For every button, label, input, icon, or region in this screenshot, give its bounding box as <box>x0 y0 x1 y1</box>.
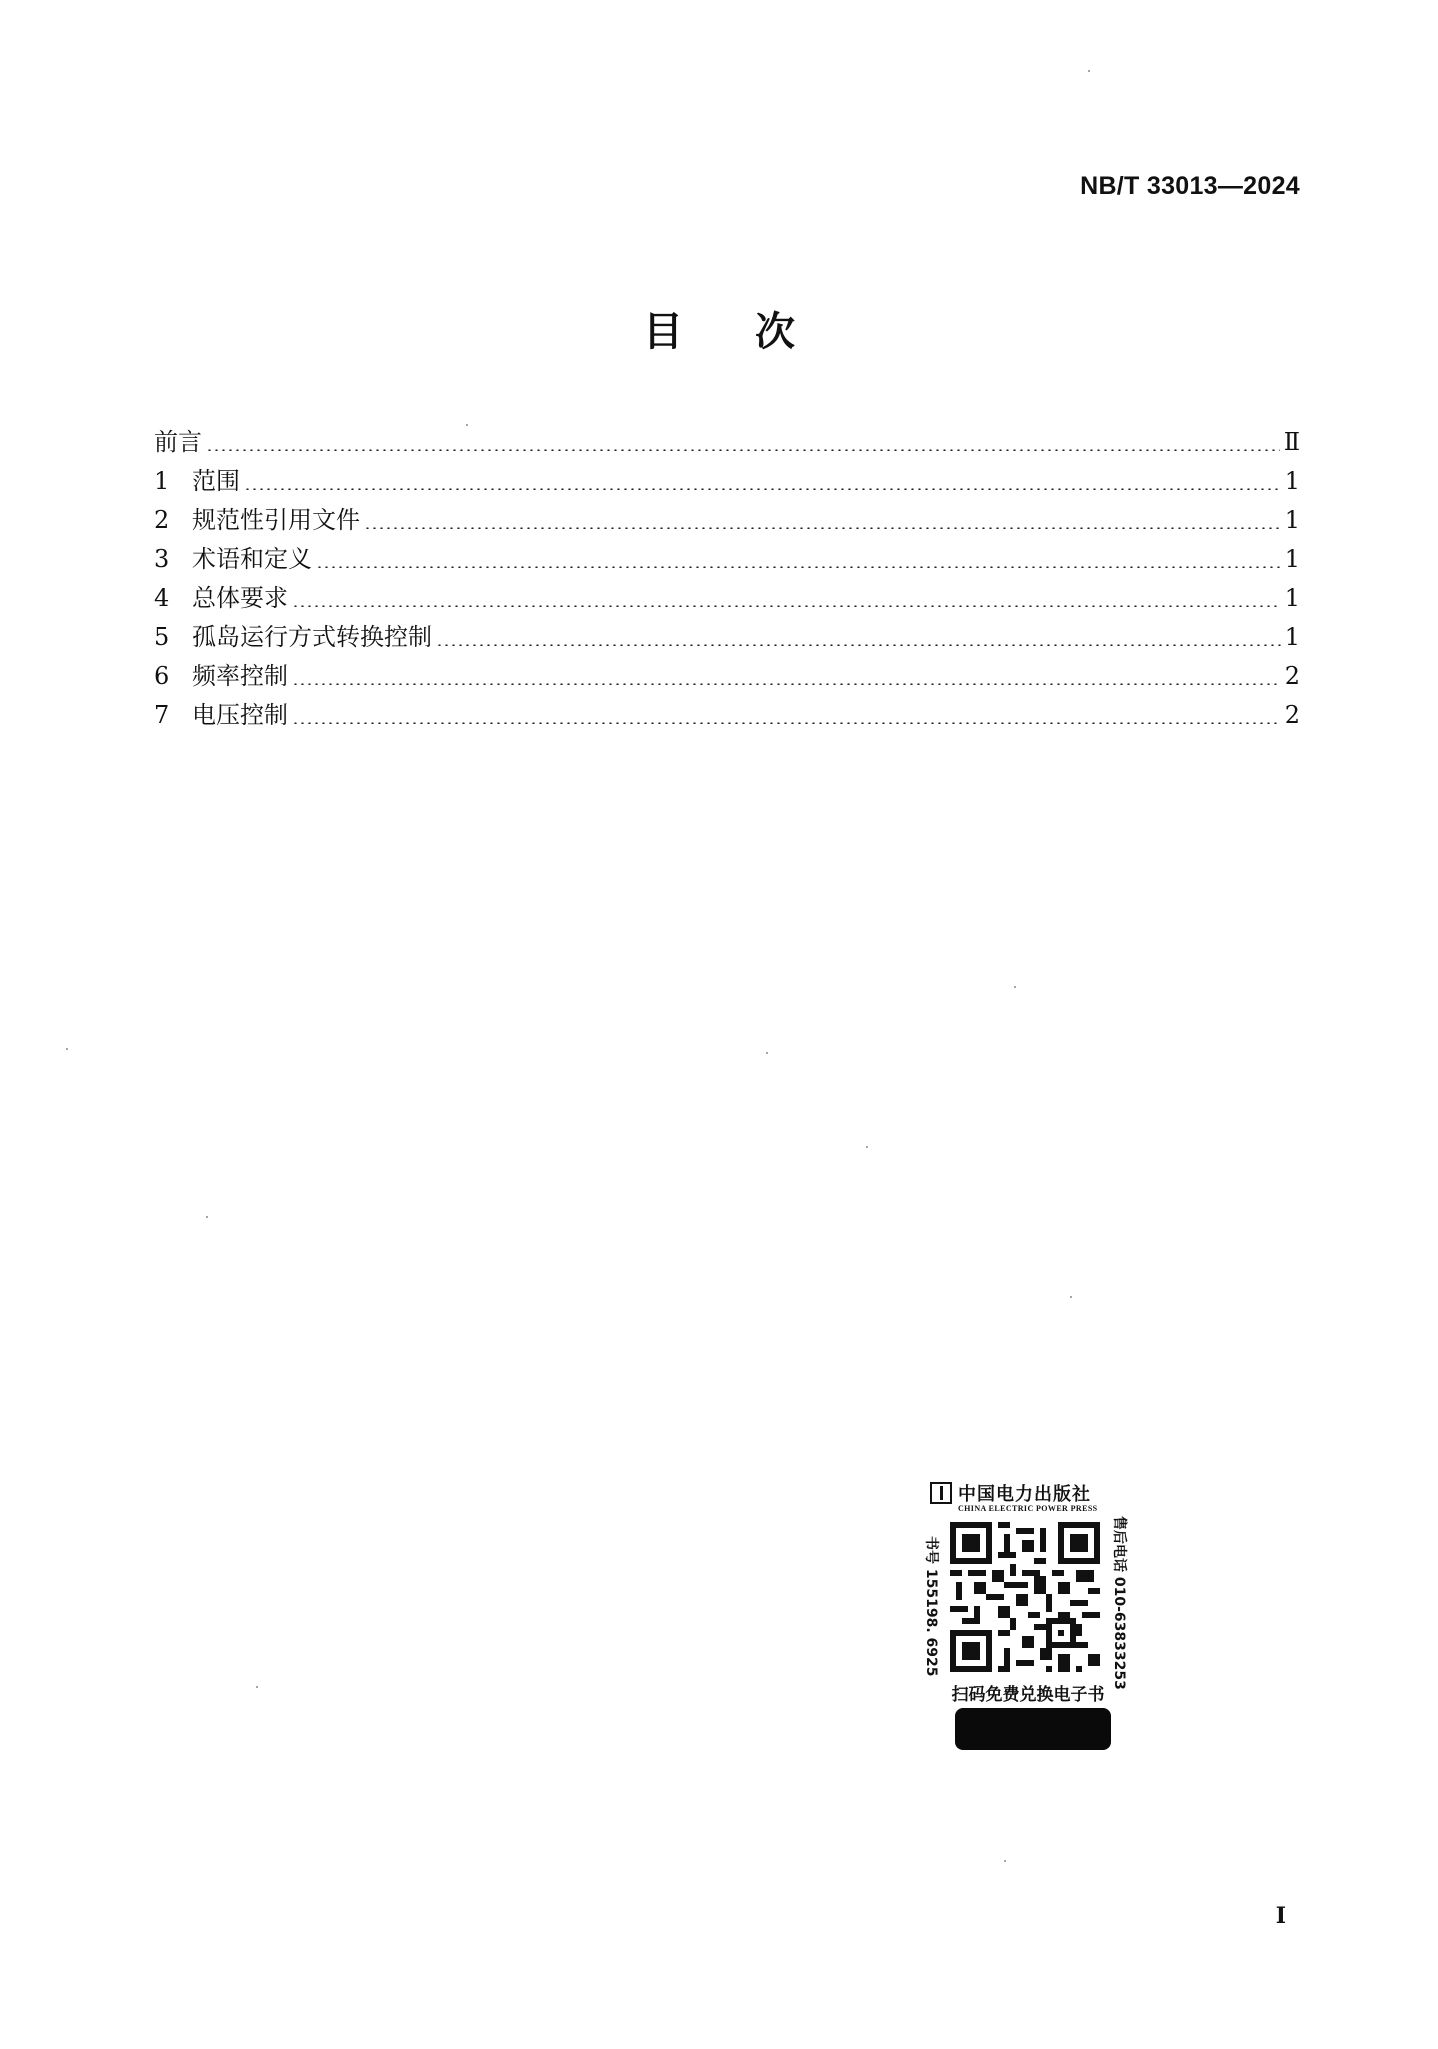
toc-leader-dots <box>436 644 1281 646</box>
toc-leader-dots <box>364 527 1281 529</box>
scan-speck <box>66 1048 68 1050</box>
toc-leader-dots <box>206 449 1280 451</box>
toc-entry-page: 1 <box>1284 506 1300 534</box>
toc-title-part1: 目 <box>643 309 683 355</box>
toc-leader-dots <box>292 605 1281 607</box>
publisher-name-cn: 中国电力出版社 <box>958 1484 1091 1505</box>
stamp-header <box>930 1478 1120 1518</box>
service-phone: 售后电话 010-63833253 <box>1111 1516 1127 1690</box>
standard-number: NB/T 33013—2024 <box>1080 172 1300 200</box>
toc-entry-number: 6 <box>154 662 170 690</box>
toc-entry-1[interactable] <box>154 462 1300 501</box>
publisher-qr-stamp <box>922 1474 1127 1754</box>
scan-speck <box>866 1146 868 1148</box>
toc-entry-number: 3 <box>154 545 170 573</box>
toc-entry-label: 前言 <box>154 428 202 456</box>
toc-leader-dots <box>292 683 1281 685</box>
toc-entry-page: 1 <box>1284 623 1300 651</box>
toc-entry-page: 1 <box>1284 584 1300 612</box>
toc-entry-page: 2 <box>1284 662 1300 690</box>
toc-entry-page: 1 <box>1284 545 1300 573</box>
toc-entry-page: Ⅱ <box>1283 428 1300 456</box>
scan-speck <box>766 1052 768 1054</box>
toc-entry-label: 规范性引用文件 <box>192 506 360 534</box>
scan-speck <box>206 1216 208 1218</box>
book-number: 书号 155198. 6925 <box>923 1536 939 1677</box>
scan-speck <box>1088 70 1090 72</box>
toc-entry-label: 频率控制 <box>192 662 288 690</box>
toc-entry-label: 电压控制 <box>192 701 288 729</box>
toc-title-part2: 次 <box>755 309 795 355</box>
scan-speck <box>1070 1296 1072 1298</box>
toc-entry-number: 1 <box>154 467 170 495</box>
toc-entry-number: 2 <box>154 506 170 534</box>
toc-entry-5[interactable] <box>154 618 1300 657</box>
page-number: I <box>1275 1903 1286 1929</box>
toc-entry-3[interactable] <box>154 540 1300 579</box>
toc-entry-page: 2 <box>1284 701 1300 729</box>
toc-entry-6[interactable] <box>154 657 1300 696</box>
toc-leader-dots <box>292 722 1281 724</box>
publisher-logo-icon <box>930 1482 952 1504</box>
toc-entry-label: 孤岛运行方式转换控制 <box>192 623 432 651</box>
scan-speck <box>256 1686 258 1688</box>
scan-speck <box>1004 1860 1006 1862</box>
toc-list <box>154 423 1300 735</box>
toc-entry-page: 1 <box>1284 467 1300 495</box>
toc-entry-4[interactable] <box>154 579 1300 618</box>
toc-entry-label: 范围 <box>192 467 240 495</box>
toc-entry-label: 术语和定义 <box>192 545 312 573</box>
publisher-name-en: CHINA ELECTRIC POWER PRESS <box>958 1504 1098 1513</box>
toc-entry-7[interactable] <box>154 696 1300 735</box>
scan-speck <box>1014 986 1016 988</box>
scan-speck <box>466 424 468 426</box>
toc-leader-dots <box>316 566 1281 568</box>
toc-leader-dots <box>244 488 1281 490</box>
toc-entry-2[interactable] <box>154 501 1300 540</box>
toc-entry-foreword[interactable] <box>154 423 1300 462</box>
qr-code-icon[interactable] <box>950 1522 1100 1672</box>
toc-entry-number: 5 <box>154 623 170 651</box>
toc-title <box>0 300 1438 357</box>
stamp-caption: 扫码免费兑换电子书 <box>951 1685 1105 1705</box>
toc-entry-number: 4 <box>154 584 170 612</box>
toc-entry-label: 总体要求 <box>192 584 288 612</box>
toc-entry-number: 7 <box>154 701 170 729</box>
redeem-code-scratch-area <box>955 1708 1111 1750</box>
